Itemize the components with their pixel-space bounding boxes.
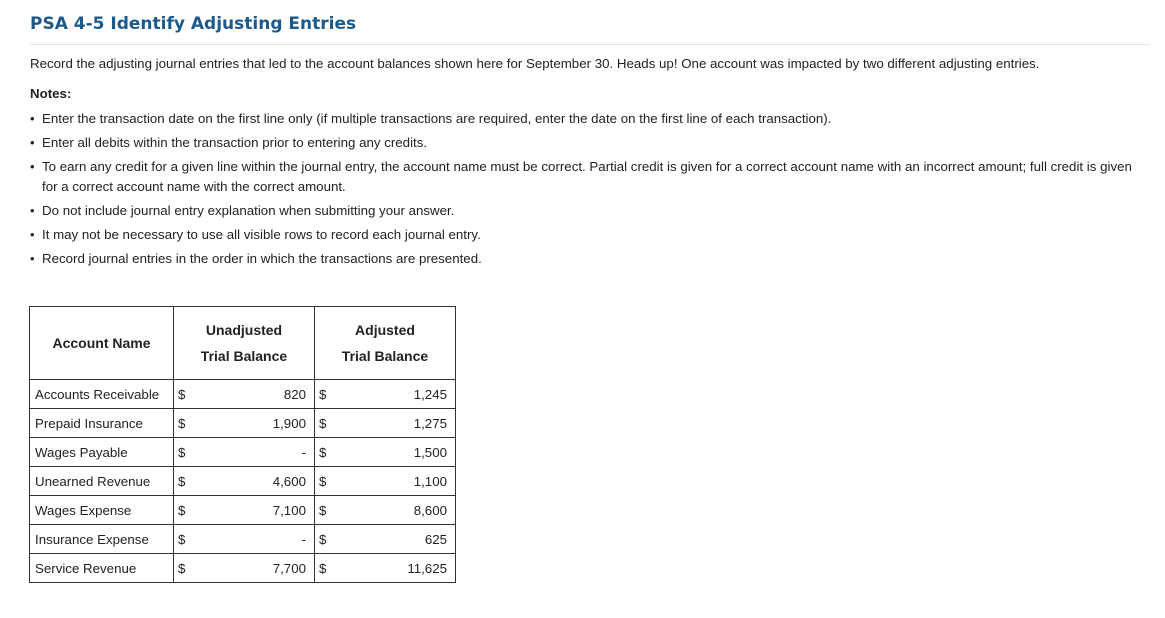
note-item: • To earn any credit for a given line within the journal entry, the account name must be correct. Partial credit is given for a correct account name with an incorrect amount; full credit is given for a correct account name with the correct amount. [30, 157, 1145, 197]
header-account-name: Account Name [30, 307, 174, 380]
currency-symbol: $ [174, 467, 190, 496]
adjusted-value: 1,100 [331, 467, 456, 496]
table-row [30, 496, 456, 525]
adjusted-value: 625 [331, 525, 456, 554]
header-unadjusted [174, 307, 315, 380]
notes-list [30, 109, 1145, 273]
currency-symbol: $ [315, 525, 331, 554]
note-item: • Do not include journal entry explanation when submitting your answer. [30, 201, 1145, 221]
currency-symbol: $ [174, 409, 190, 438]
note-item: • Record journal entries in the order in which the transactions are presented. [30, 249, 1145, 269]
account-name-cell: Wages Expense [30, 496, 174, 525]
page-title: PSA 4-5 Identify Adjusting Entries [30, 14, 357, 34]
currency-symbol: $ [315, 467, 331, 496]
header-unadjusted-line1: Unadjusted [205, 322, 283, 338]
currency-symbol: $ [315, 496, 331, 525]
header-adjusted-line1: Adjusted [355, 322, 415, 338]
adjusted-value: 8,600 [331, 496, 456, 525]
instructions-text: Record the adjusting journal entries that led to the account balances shown here for September 30. Heads up! One account was impacted by two different adjusting entries. [30, 56, 1040, 71]
trial-balance-table [29, 306, 456, 583]
note-item: • Enter the transaction date on the first line only (if multiple transactions are required, enter the date on the first line of each transaction). [30, 109, 1145, 129]
currency-symbol: $ [174, 380, 190, 409]
unadjusted-value: 7,700 [190, 554, 315, 583]
adjusted-value: 1,275 [331, 409, 456, 438]
unadjusted-value: 7,100 [190, 496, 315, 525]
table-header-row [30, 307, 456, 380]
table-row [30, 525, 456, 554]
currency-symbol: $ [174, 554, 190, 583]
note-item: • It may not be necessary to use all visible rows to record each journal entry. [30, 225, 1145, 245]
currency-symbol: $ [174, 525, 190, 554]
account-name-cell: Accounts Receivable [30, 380, 174, 409]
adjusted-value: 1,245 [331, 380, 456, 409]
header-adjusted [315, 307, 456, 380]
header-adjusted-line2: Trial Balance [341, 348, 429, 364]
currency-symbol: $ [315, 438, 331, 467]
unadjusted-value: 1,900 [190, 409, 315, 438]
unadjusted-value: 820 [190, 380, 315, 409]
currency-symbol: $ [174, 438, 190, 467]
adjusted-value: 1,500 [331, 438, 456, 467]
currency-symbol: $ [174, 496, 190, 525]
unadjusted-value: - [190, 438, 315, 467]
table-row [30, 554, 456, 583]
table-row [30, 380, 456, 409]
notes-label: Notes: [30, 86, 72, 101]
account-name-cell: Prepaid Insurance [30, 409, 174, 438]
note-item: • Enter all debits within the transaction prior to entering any credits. [30, 133, 1145, 153]
unadjusted-value: - [190, 525, 315, 554]
table-row [30, 438, 456, 467]
table-row [30, 409, 456, 438]
account-name-cell: Insurance Expense [30, 525, 174, 554]
header-unadjusted-line2: Trial Balance [200, 348, 288, 364]
unadjusted-value: 4,600 [190, 467, 315, 496]
account-name-cell: Wages Payable [30, 438, 174, 467]
adjusted-value: 11,625 [331, 554, 456, 583]
title-divider [30, 44, 1150, 45]
table-row [30, 467, 456, 496]
account-name-cell: Unearned Revenue [30, 467, 174, 496]
currency-symbol: $ [315, 380, 331, 409]
currency-symbol: $ [315, 409, 331, 438]
account-name-cell: Service Revenue [30, 554, 174, 583]
currency-symbol: $ [315, 554, 331, 583]
